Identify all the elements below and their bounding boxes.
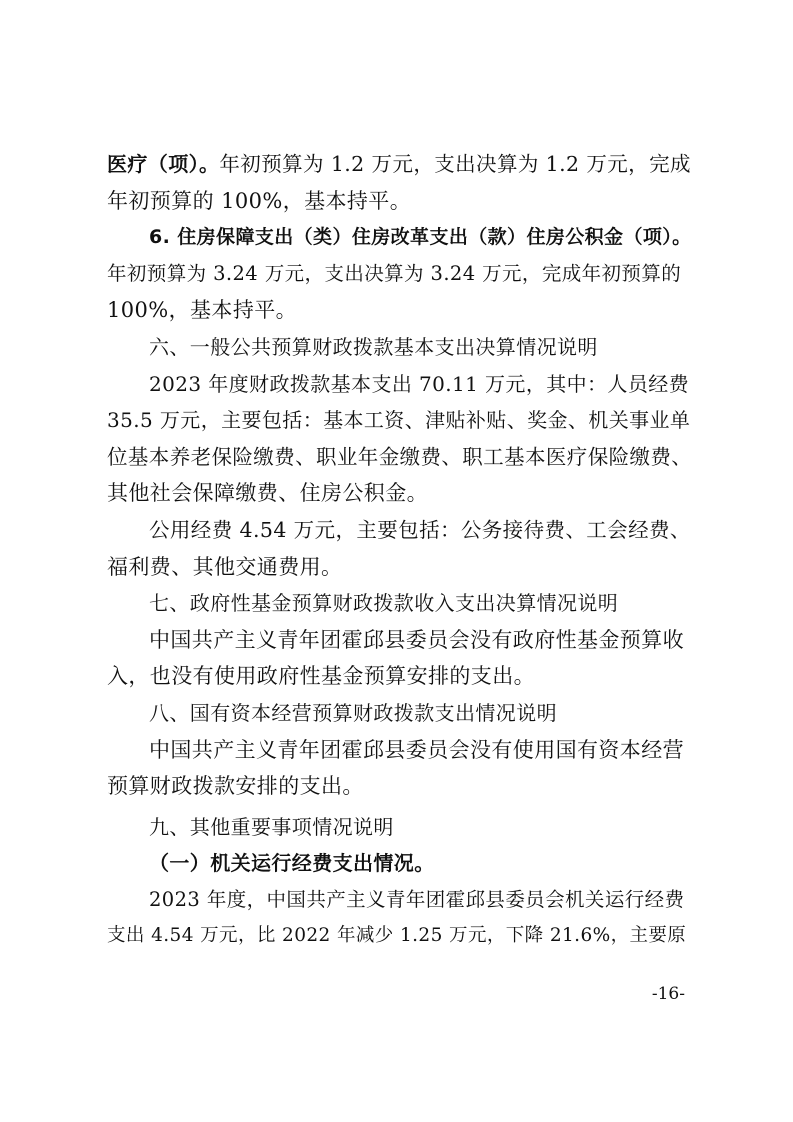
para2-line2: 100%，基本持平。 xyxy=(107,298,298,323)
para1-bold-lead: 医疗（项）。 xyxy=(107,152,220,176)
para1-line2: 年初预算的 100%，基本持平。 xyxy=(107,188,412,213)
section9-title: 九、其他重要事项情况说明 xyxy=(149,814,394,839)
para2-heading: 6. 住房保障支出（类）住房改革支出（款）住房公积金（项）。 xyxy=(149,226,692,249)
section9-p1-line2: 支出 4.54 万元，比 2022 年减少 1.25 万元，下降 21.6%，主要原 xyxy=(107,925,687,947)
section6-p1-line2: 35.5 万元，主要包括：基本工资、津贴补贴、奖金、机关事业单 xyxy=(107,408,691,433)
section8-title: 八、国有资本经营预算财政拨款支出情况说明 xyxy=(149,700,557,725)
section8-p1-line2: 预算财政拨款安排的支出。 xyxy=(107,774,364,799)
document-body xyxy=(107,146,695,955)
section9-p1-line1: 2023 年度，中国共产主义青年团霍邱县委员会机关运行经费 xyxy=(149,887,685,911)
section7-title: 七、政府性基金预算财政拨款收入支出决算情况说明 xyxy=(149,591,619,616)
para1-line1-text: 年初预算为 1.2 万元，支出决算为 1.2 万元，完成 xyxy=(219,152,691,176)
section6-p1-line4: 其他社会保障缴费、住房公积金。 xyxy=(107,481,428,506)
section6-p1-line3: 位基本养老保险缴费、职业年金缴费、职工基本医疗保险缴费、 xyxy=(107,444,693,469)
section7-p1-line2: 入，也没有使用政府性基金预算安排的支出。 xyxy=(107,664,535,689)
para2-line1: 年初预算为 3.24 万元，支出决算为 3.24 万元，完成年初预算的 xyxy=(107,261,682,285)
section9-subtitle: （一）机关运行经费支出情况。 xyxy=(149,851,435,876)
para1-line1 xyxy=(107,146,695,183)
section6-p1-line1: 2023 年度财政拨款基本支出 70.11 万元，其中：人员经费 xyxy=(149,371,690,396)
section6-p2-line1: 公用经费 4.54 万元，主要包括：公务接待费、工会经费、 xyxy=(149,517,691,542)
section8-p1-line1: 中国共产主义青年团霍邱县委员会没有使用国有资本经营 xyxy=(149,737,684,762)
section7-p1-line1: 中国共产主义青年团霍邱县委员会没有政府性基金预算收 xyxy=(149,627,684,652)
page-number: -16- xyxy=(651,984,685,1004)
section6-p2-line2: 福利费、其他交通费用。 xyxy=(107,554,343,579)
section6-title: 六、一般公共预算财政拨款基本支出决算情况说明 xyxy=(149,334,598,359)
